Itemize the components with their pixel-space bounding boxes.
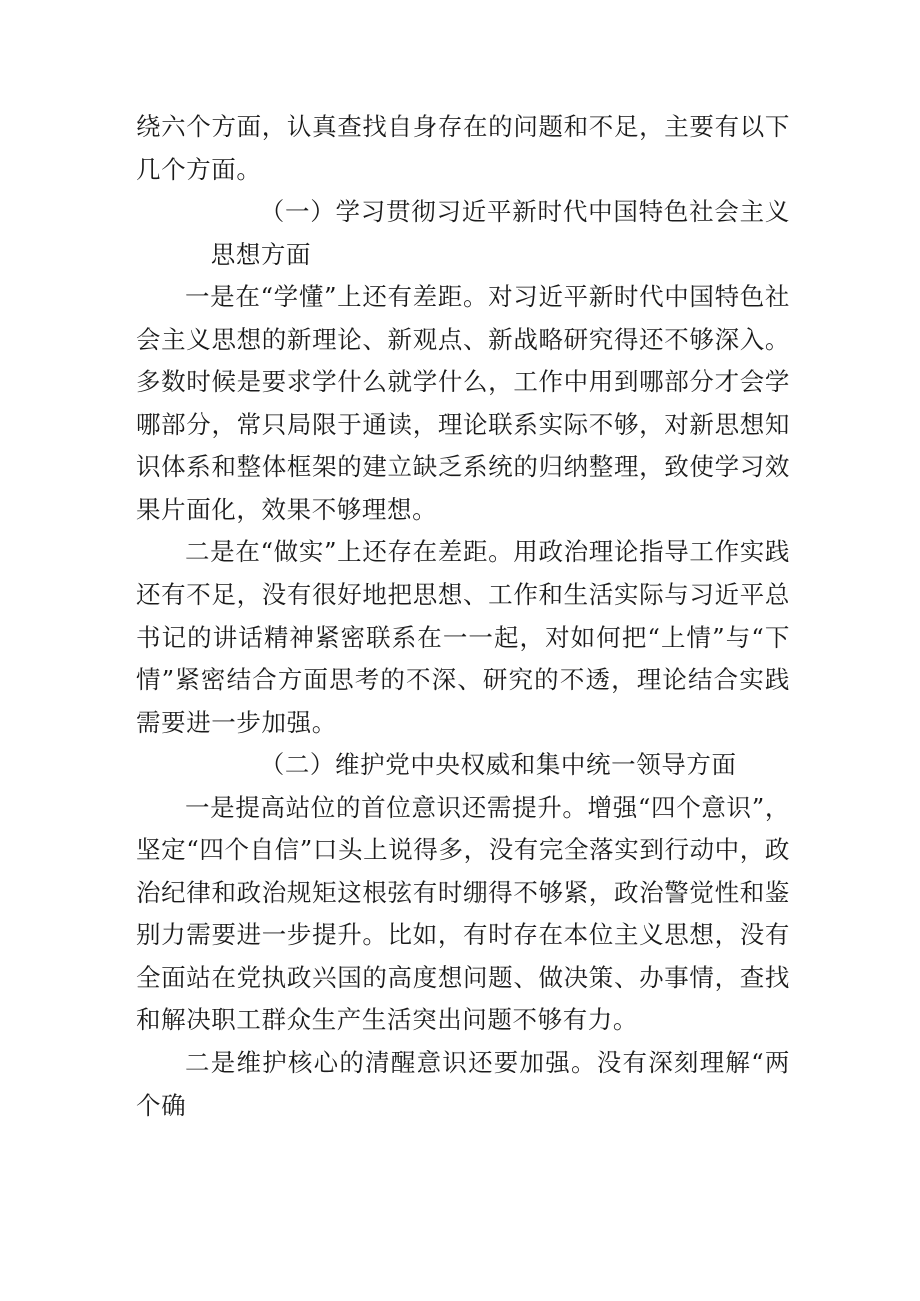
paragraph-1-2: 二是在“做实”上还存在差距。用政治理论指导工作实践还有不足，没有很好地把思想、工作和生活实际与习近平总书记的讲话精神紧密联系在一一起，对如何把“上情”与“下情”紧密结合方面思考的不深、研究的不透，理论结合实践需要进一步加强。 [136, 537, 790, 737]
section-heading-1: （一）学习贯彻习近平新时代中国特色社会主义思想方面 [210, 197, 790, 269]
section-heading-2: （二）维护党中央权威和集中统一领导方面 [259, 750, 737, 780]
paragraph-1-1: 一是在“学懂”上还有差距。对习近平新时代中国特色社会主义思想的新理论、新观点、新战略研究得还不够深入。多数时候是要求学什么就学什么，工作中用到哪部分才会学哪部分，常只局限于通读，理论联系实际不够，对新思想知识体系和整体框架的建立缺乏系统的归纳整理，致使学习效果片面化，效果不够理想。 [136, 282, 790, 524]
paragraph-continuation: 绕六个方面，认真查找自身存在的问题和不足，主要有以下几个方面。 [136, 112, 790, 184]
paragraph-2-2: 二是维护核心的清醒意识还要加强。没有深刻理解“两个确 [136, 1048, 790, 1120]
paragraph-2-1: 一是提高站位的首位意识还需提升。增强“四个意识”，坚定“四个自信”口头上说得多，没有完全落实到行动中，政治纪律和政治规矩这根弦有时绷得不够紧，政治警觉性和鉴别力需要进一步提升。比如，有时存在本位主义思想，没有全面站在党执政兴国的高度想问题、做决策、办事情，查找和解决职工群众生产生活突出问题不够有力。 [136, 792, 790, 1035]
document-body [136, 106, 790, 1127]
